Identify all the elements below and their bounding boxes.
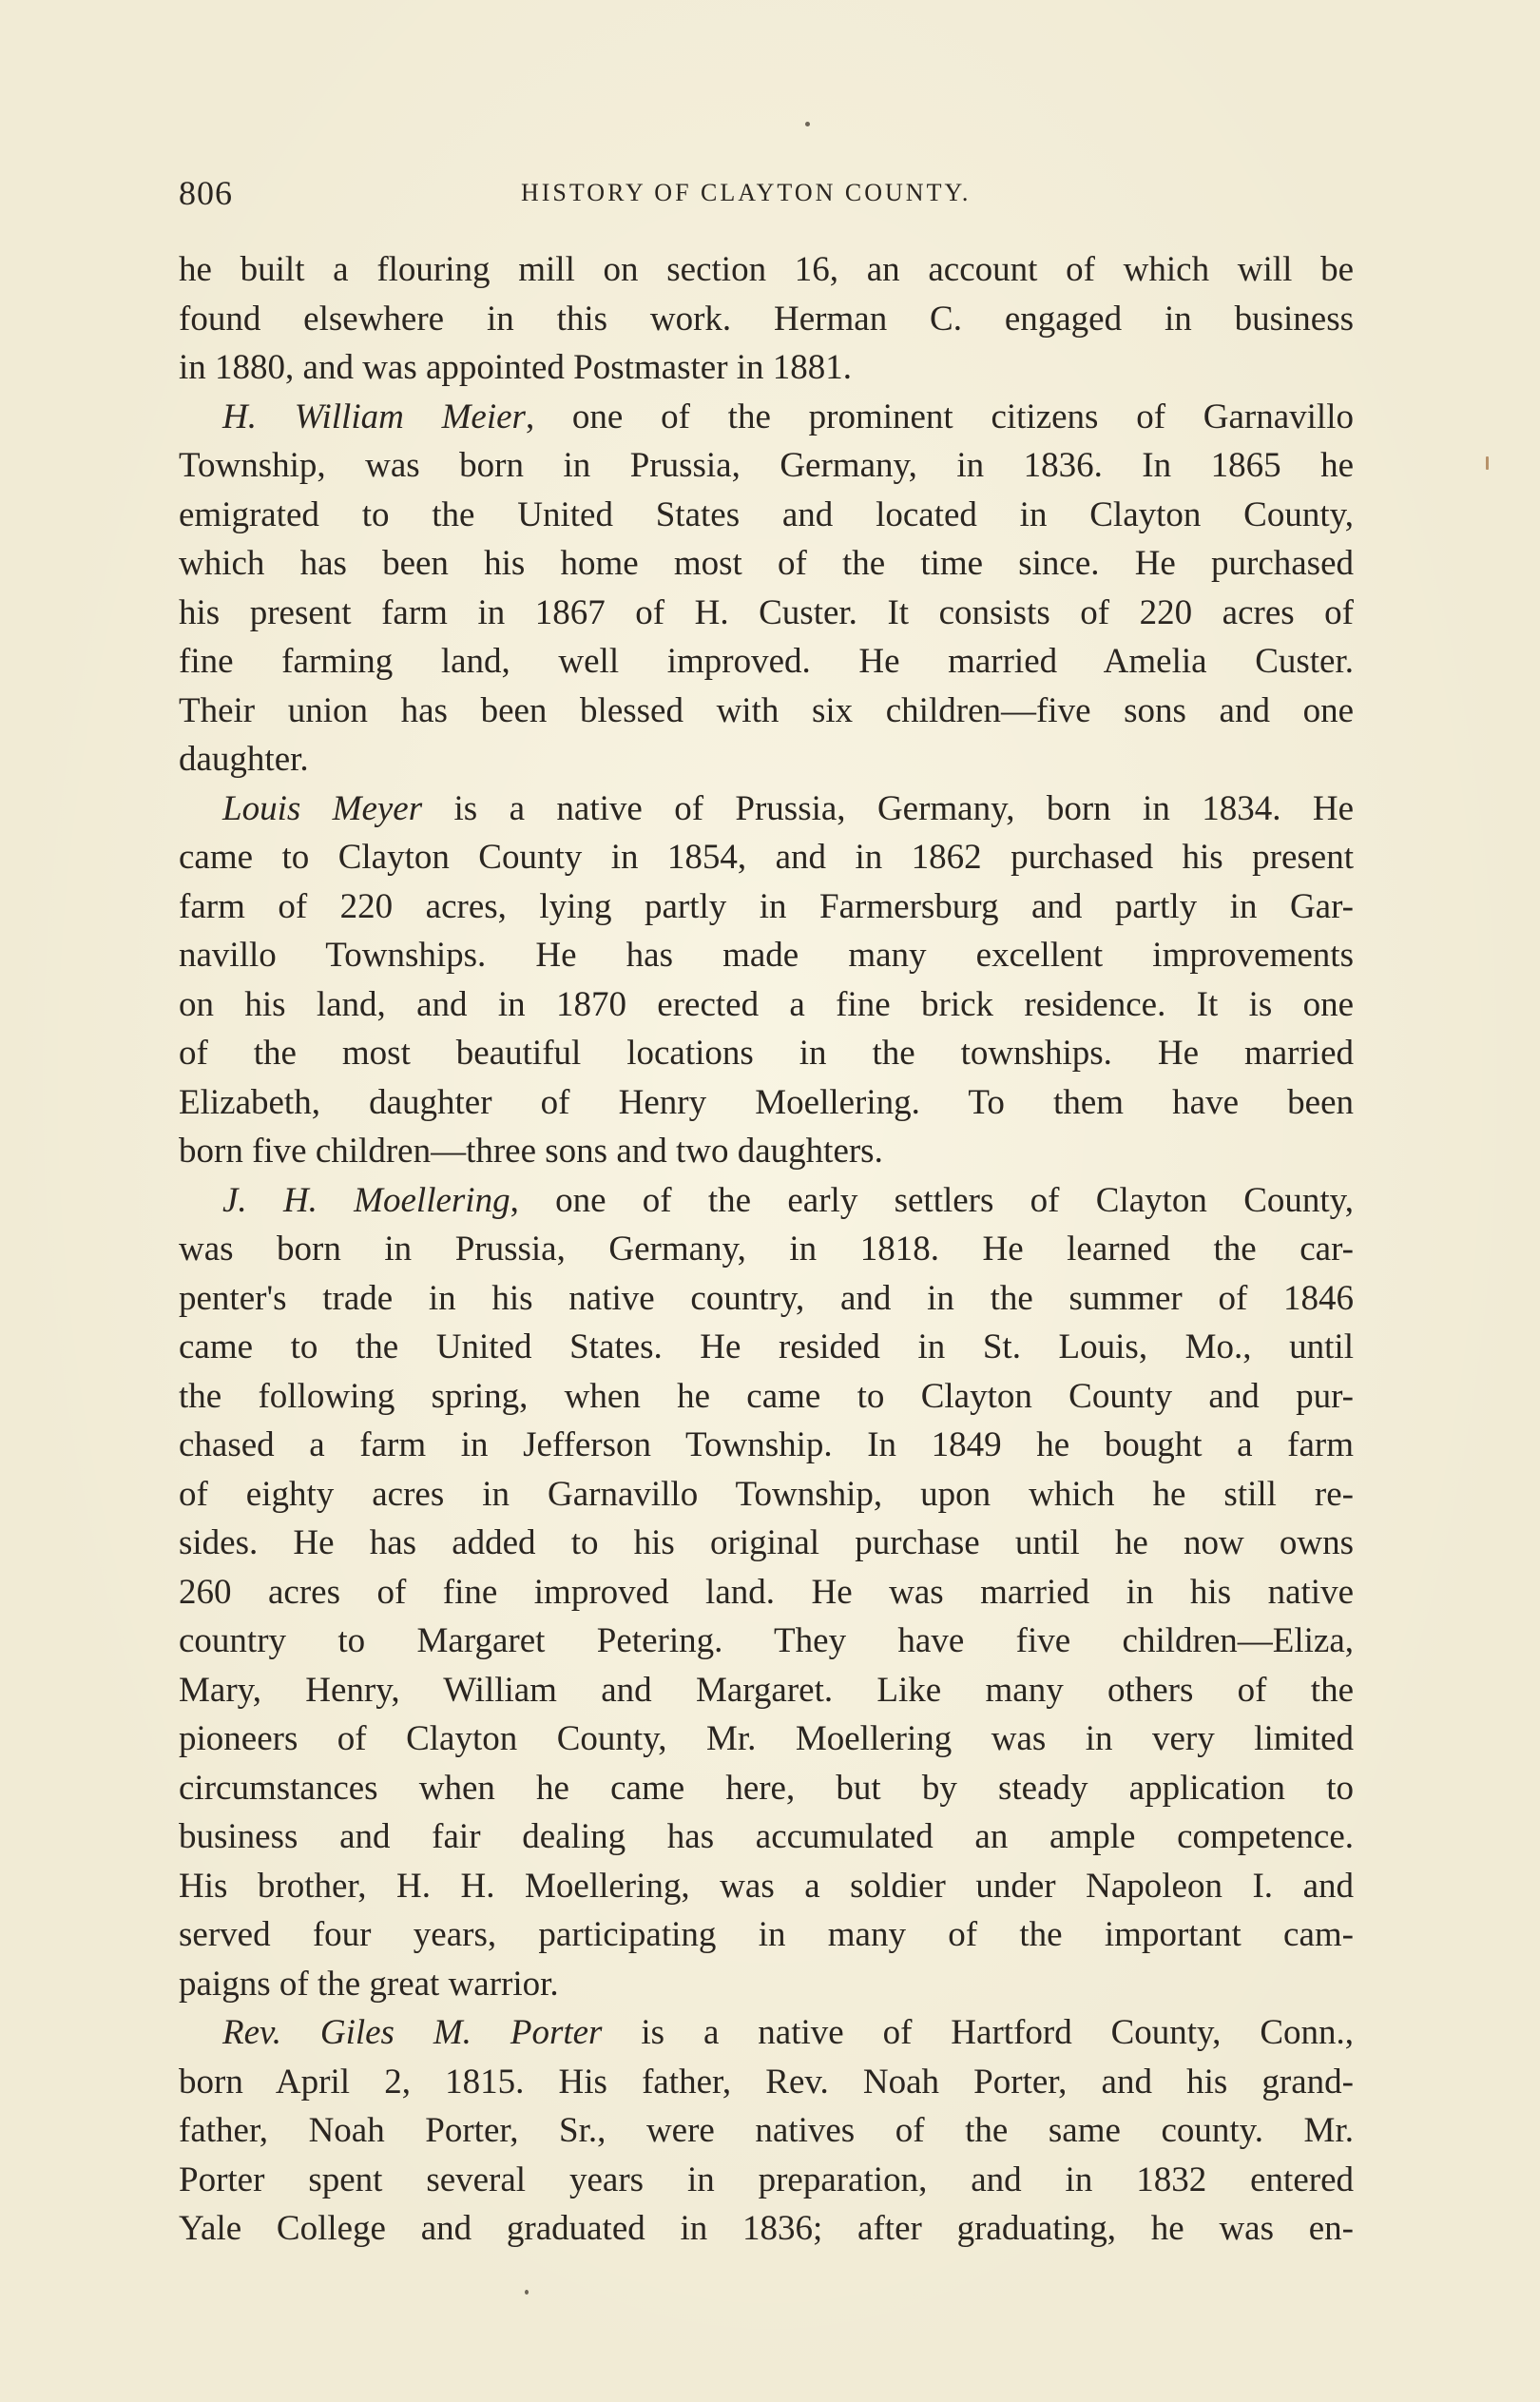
biography-start-line	[179, 785, 1354, 834]
text-line: fine farming land, well improved. He married Amelia Custer.	[179, 642, 1354, 681]
text-line: he built a flouring mill on section 16, an account of which will be	[179, 250, 1354, 289]
text-span: is a native of Prussia, Germany, born in 1834. He	[422, 788, 1355, 828]
running-title: HISTORY OF CLAYTON COUNTY.	[521, 179, 972, 206]
text-line: Porter spent several years in preparation, and in 1832 entered	[179, 2160, 1354, 2199]
text-line: Their union has been blessed with six children—five sons and one	[179, 690, 1354, 730]
text-line: Yale College and graduated in 1836; after graduating, he was en-	[179, 2209, 1354, 2248]
biography-start-line	[179, 2008, 1354, 2058]
biography-name: H. William Meier	[222, 397, 526, 436]
text-line: paigns of the great warrior.	[179, 1964, 559, 2004]
text-line: his present farm in 1867 of H. Custer. It consists of 220 acres of	[179, 592, 1354, 632]
text-line: His brother, H. H. Moellering, was a soldier under Napoleon I. and	[179, 1866, 1354, 1906]
text-line: business and fair dealing has accumulated an ample competence.	[179, 1817, 1354, 1856]
page-number: 806	[179, 174, 233, 212]
biography-name: Rev. Giles M. Porter	[222, 2013, 603, 2052]
text-line: Township, was born in Prussia, Germany, in 1836. In 1865 he	[179, 446, 1354, 485]
text-line: born five children—three sons and two daughters.	[179, 1132, 883, 1171]
text-line: penter's trade in his native country, and in the summer of 1846	[179, 1278, 1354, 1318]
text-line: circumstances when he came here, but by steady application to	[179, 1768, 1354, 1808]
text-line: farm of 220 acres, lying partly in Farmersburg and partly in Gar-	[179, 886, 1354, 926]
text-line: in 1880, and was appointed Postmaster in 1881.	[179, 348, 853, 387]
biography-start-line	[179, 1176, 1354, 1226]
text-line: of the most beautiful locations in the townships. He married	[179, 1034, 1354, 1073]
biography-start-line	[179, 393, 1354, 442]
text-line: came to the United States. He resided in St. Louis, Mo., until	[179, 1327, 1354, 1366]
text-line: on his land, and in 1870 erected a fine brick residence. It is one	[179, 984, 1354, 1024]
text-span: , one of the prominent citizens of Garnavillo	[525, 397, 1354, 436]
text-line: of eighty acres in Garnavillo Township, upon which he still re-	[179, 1474, 1354, 1514]
text-span: , one of the early settlers of Clayton County,	[510, 1180, 1355, 1220]
text-line: father, Noah Porter, Sr., were natives of the same county. Mr.	[179, 2111, 1354, 2150]
text-span: is a native of Hartford County, Conn.,	[602, 2013, 1354, 2052]
running-head	[179, 173, 1354, 221]
text-line: daughter.	[179, 740, 309, 779]
biography-name: J. H. Moellering	[222, 1180, 510, 1220]
biography-name: Louis Meyer	[222, 788, 423, 828]
text-line: navillo Townships. He has made many excellent improvements	[179, 936, 1354, 975]
text-line: the following spring, when he came to Clayton County and pur-	[179, 1376, 1354, 1416]
text-line: sides. He has added to his original purchase until he now owns	[179, 1523, 1354, 1562]
text-line: came to Clayton County in 1854, and in 1862 purchased his present	[179, 838, 1354, 877]
text-line: served four years, participating in many of the important cam-	[179, 1915, 1354, 1954]
text-line: was born in Prussia, Germany, in 1818. He learned the car-	[179, 1230, 1354, 1269]
text-line: Mary, Henry, William and Margaret. Like many others of the	[179, 1670, 1354, 1710]
text-line: which has been his home most of the time since. He purchased	[179, 544, 1354, 583]
body-text	[179, 245, 1354, 2254]
text-line: country to Margaret Petering. They have five children—Eliza,	[179, 1621, 1354, 1660]
text-line: emigrated to the United States and located in Clayton County,	[179, 494, 1354, 534]
ink-speck	[525, 2290, 529, 2295]
ink-speck	[1486, 456, 1489, 470]
text-line: found elsewhere in this work. Herman C. engaged in business	[179, 299, 1354, 339]
text-line: Elizabeth, daughter of Henry Moellering. To them have been	[179, 1082, 1354, 1122]
text-line: born April 2, 1815. His father, Rev. Noah Porter, and his grand-	[179, 2062, 1354, 2102]
ink-speck	[805, 122, 810, 126]
text-line: pioneers of Clayton County, Mr. Moellering was in very limited	[179, 1719, 1354, 1758]
text-line: chased a farm in Jefferson Township. In 1849 he bought a farm	[179, 1425, 1354, 1464]
text-line: 260 acres of fine improved land. He was married in his native	[179, 1572, 1354, 1612]
